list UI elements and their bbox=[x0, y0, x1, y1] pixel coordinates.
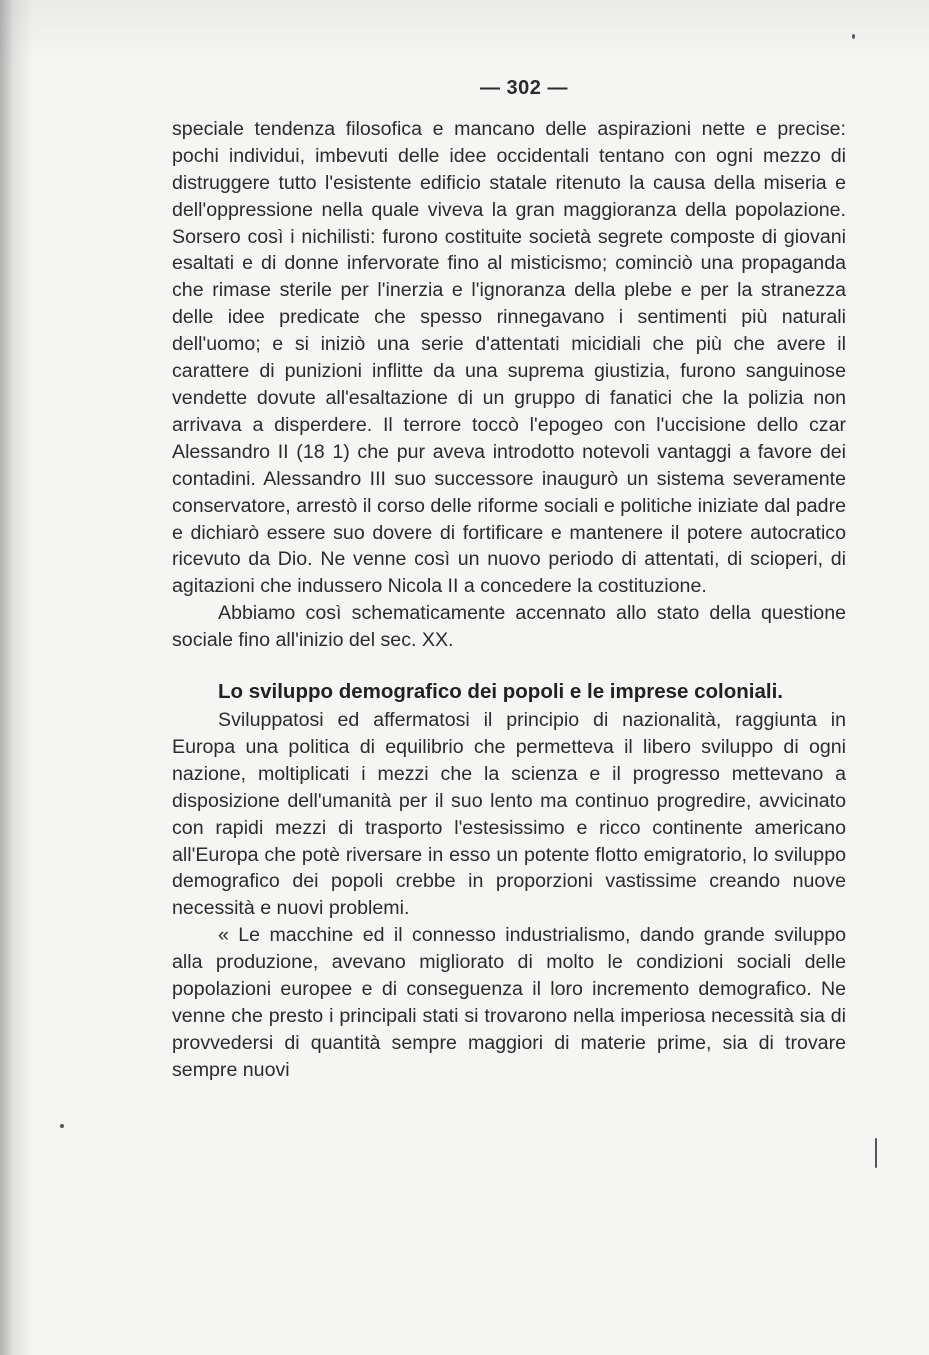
body-paragraph: Sviluppatosi ed affermatosi il principio di nazionalità, raggiunta in Europa una politica di equilibrio che permetteva il libero sviluppo di ogni nazione, moltiplicati i mezzi che la scienza e il progresso mettevano a disposizione dell'umanità per il suo lento ma continuo progredire, avvicinato con rapidi mezzi di trasporto l'estesissimo e ricco continente americano all'Europa che potè riversare in esso un potente flotto emigratorio, lo sviluppo demografico dei popoli crebbe in proporzioni vastissime creando nuove necessità e nuovi problemi. bbox=[172, 709, 846, 920]
page-number: — 302 — bbox=[480, 77, 568, 99]
print-speck bbox=[852, 34, 855, 39]
book-page bbox=[172, 75, 846, 1084]
print-speck bbox=[60, 1124, 64, 1128]
body-paragraph: « Le macchine ed il connesso industrialismo, dando grande sviluppo alla produzione, avevano migliorato di molto le condizioni sociali delle popolazioni europee e di conseguenza il loro incremento demografico. Ne venne che presto i principali stati si trovarono nella imperiosa necessità sia di provvedersi di quantità sempre maggiori di materie prime, sia di trovare sempre nuovi bbox=[172, 924, 846, 1081]
body-paragraph: speciale tendenza filosofica e mancano delle aspirazioni nette e precise: pochi individui, imbevuti delle idee occidentali tentano con ogni mezzo di distruggere tutto l'esistente edificio statale ritenuto la causa della miseria e dell'oppressione nella quale viveva la gran maggioranza della popolazione. Sorsero così i nichilisti: furono costituite società segrete composte di giovani esaltati e di donne infervorate fino al misticismo; cominciò una propaganda che rimase sterile per l'inerzia e l'ignoranza della plebe e per la stranezza delle idee predicate che spesso rinnegavano i sentimenti più naturali dell'uomo; e si iniziò una serie d'attentati micidiali che più che avere il carattere di punizioni inflitte da una suprema giustizia, furono sanguinose vendette dovute all'esaltazione di un gruppo di fanatici che la polizia non arrivava a disperdere. Il terrore toccò l'epogeo con l'uccisione dello czar Alessandro II (18 1) che pur aveva introdotto notevoli vantaggi a favore dei contadini. Alessandro III suo successore inaugurò un sistema severamente conservatore, arrestò il corso delle riforme sociali e politiche iniziate dal padre e dichiarò essere suo dovere di fortificare e mantenere il potere autocratico ricevuto da Dio. Ne venne così un nuovo periodo di attentati, di scioperi, di agitazioni che indussero Nicola II a concedere la costituzione. bbox=[172, 117, 846, 598]
print-speck bbox=[875, 1138, 877, 1168]
section-heading: Lo sviluppo demografico dei popoli e le imprese coloniali. bbox=[218, 680, 783, 704]
body-paragraph: Abbiamo così schematicamente accennato allo stato della questione sociale fino all'inizio del sec. XX. bbox=[172, 602, 846, 652]
